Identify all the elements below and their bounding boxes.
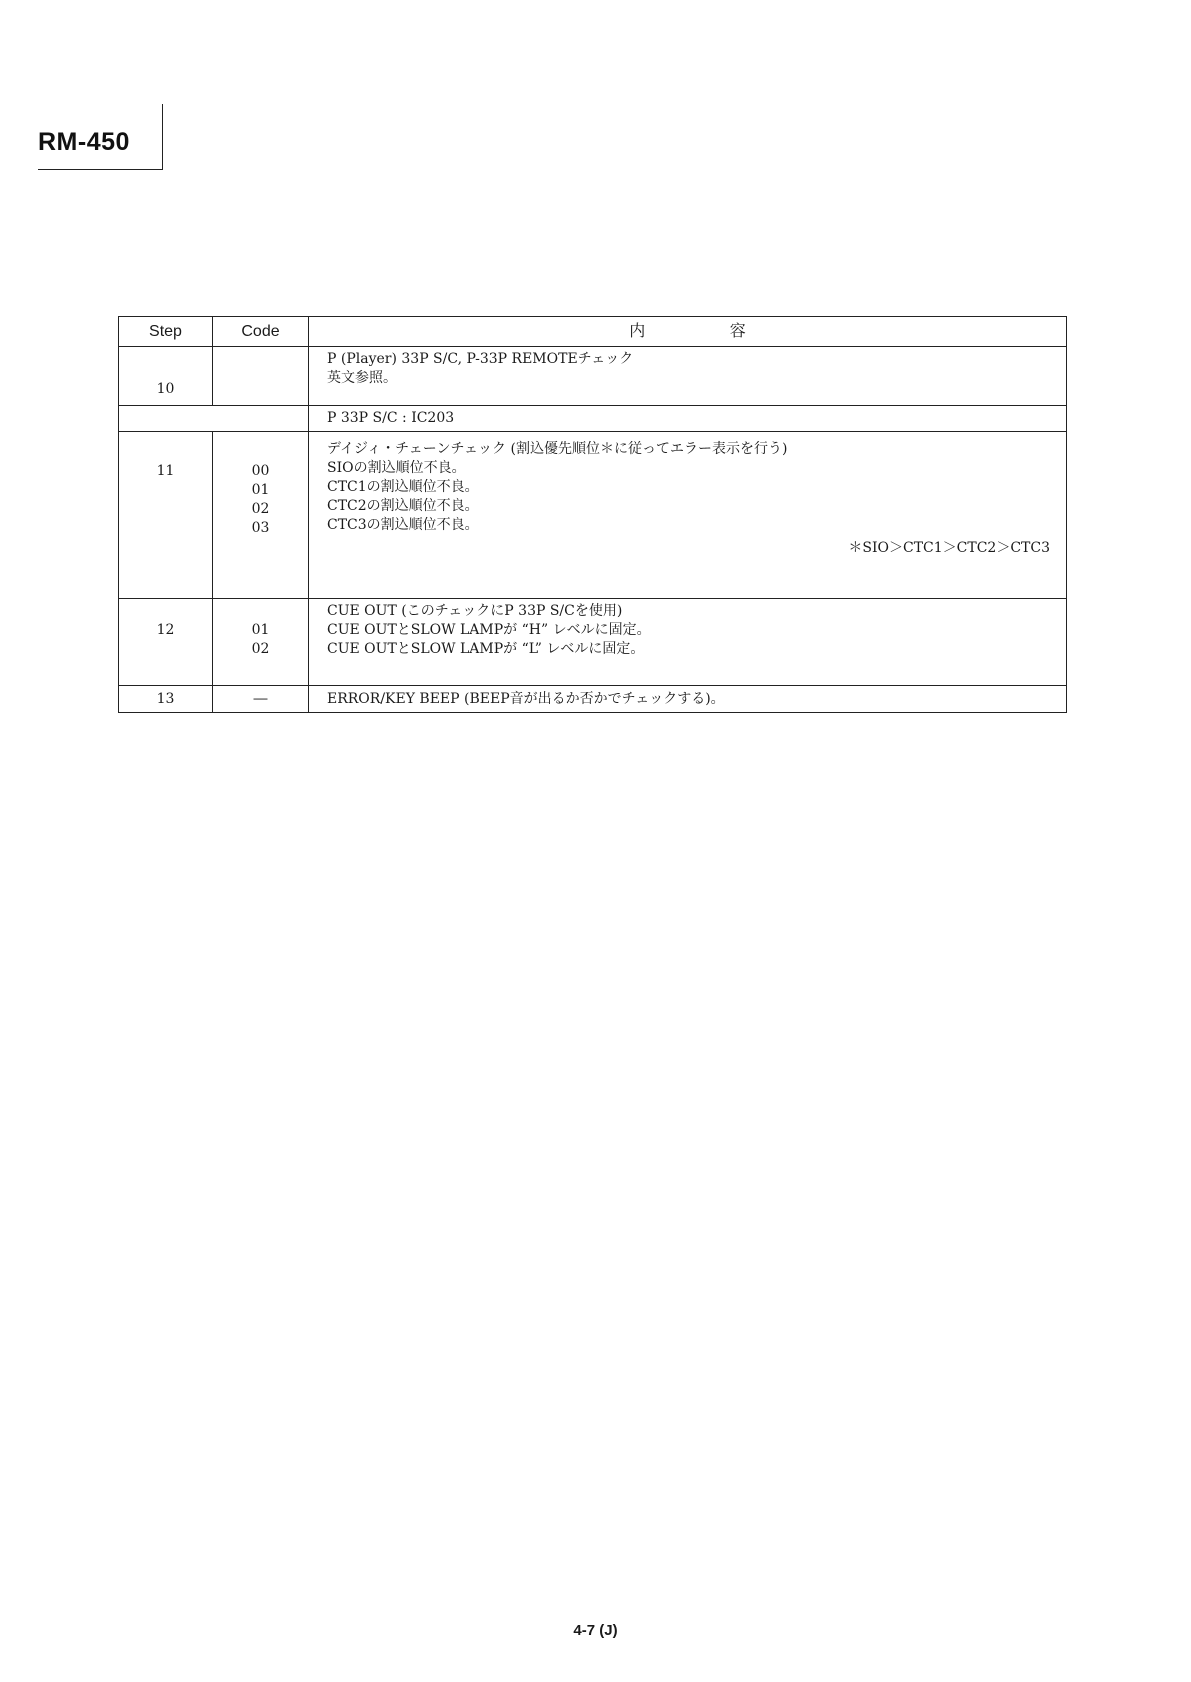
code-cell: ― xyxy=(213,686,309,713)
self-check-table xyxy=(118,316,1067,713)
content-line: CUE OUT (このチェックにP 33P S/Cを使用) xyxy=(327,603,623,619)
code-value: 00 xyxy=(251,463,270,479)
model-frame-vertical-rule xyxy=(162,104,163,170)
model-frame-horizontal-rule xyxy=(38,169,163,170)
table-header-row xyxy=(119,317,1067,347)
content-line: CTC2の割込順位不良。 xyxy=(327,498,479,514)
note-cell: P 33P S/C : IC203 xyxy=(309,406,1067,432)
content-cell xyxy=(309,347,1067,406)
content-cell: ERROR/KEY BEEP (BEEP音が出るか否かでチェックする)。 xyxy=(309,686,1067,713)
step-cell: 10 xyxy=(119,347,213,406)
step-cell: 13 xyxy=(119,686,213,713)
content-line: CTC3の割込順位不良。 xyxy=(327,517,479,533)
code-cell xyxy=(213,432,309,599)
code-value: 01 xyxy=(251,622,270,638)
table-row-step-13 xyxy=(119,686,1067,713)
content-line: CTC1の割込順位不良。 xyxy=(327,479,479,495)
content-line: CUE OUTとSLOW LAMPが “H” レベルに固定。 xyxy=(327,622,651,638)
code-value: 01 xyxy=(251,482,270,498)
table-row-step-11 xyxy=(119,432,1067,599)
column-header-content-char-2: 容 xyxy=(729,323,746,340)
content-line: 英文参照。 xyxy=(327,370,397,386)
empty-cell xyxy=(119,406,309,432)
code-value: 03 xyxy=(251,520,270,536)
code-value: 02 xyxy=(251,501,270,517)
priority-footnote: ＊SIO＞CTC1＞CTC2＞CTC3 xyxy=(848,540,1050,556)
code-cell xyxy=(213,599,309,686)
column-header-step: Step xyxy=(119,317,213,347)
table-row-note xyxy=(119,406,1067,432)
code-cell xyxy=(213,347,309,406)
content-line: P (Player) 33P S/C, P-33P REMOTEチェック xyxy=(327,351,634,367)
content-line: CUE OUTとSLOW LAMPが “L” レベルに固定。 xyxy=(327,641,645,657)
content-line: デイジィ・チェーンチェック (割込優先順位＊に従ってエラー表示を行う) xyxy=(327,441,788,457)
step-cell: 11 xyxy=(119,432,213,599)
page-number: 4-7 (J) xyxy=(573,1622,618,1639)
content-cell xyxy=(309,432,1067,599)
column-header-code: Code xyxy=(213,317,309,347)
content-line: SIOの割込順位不良。 xyxy=(327,460,466,476)
content-cell xyxy=(309,599,1067,686)
step-cell: 12 xyxy=(119,599,213,686)
table-row-step-10 xyxy=(119,347,1067,406)
code-value: 02 xyxy=(251,641,270,657)
model-label: RM-450 xyxy=(38,128,130,156)
table-row-step-12 xyxy=(119,599,1067,686)
column-header-content xyxy=(309,317,1067,347)
column-header-content-char-1: 内 xyxy=(629,323,646,340)
